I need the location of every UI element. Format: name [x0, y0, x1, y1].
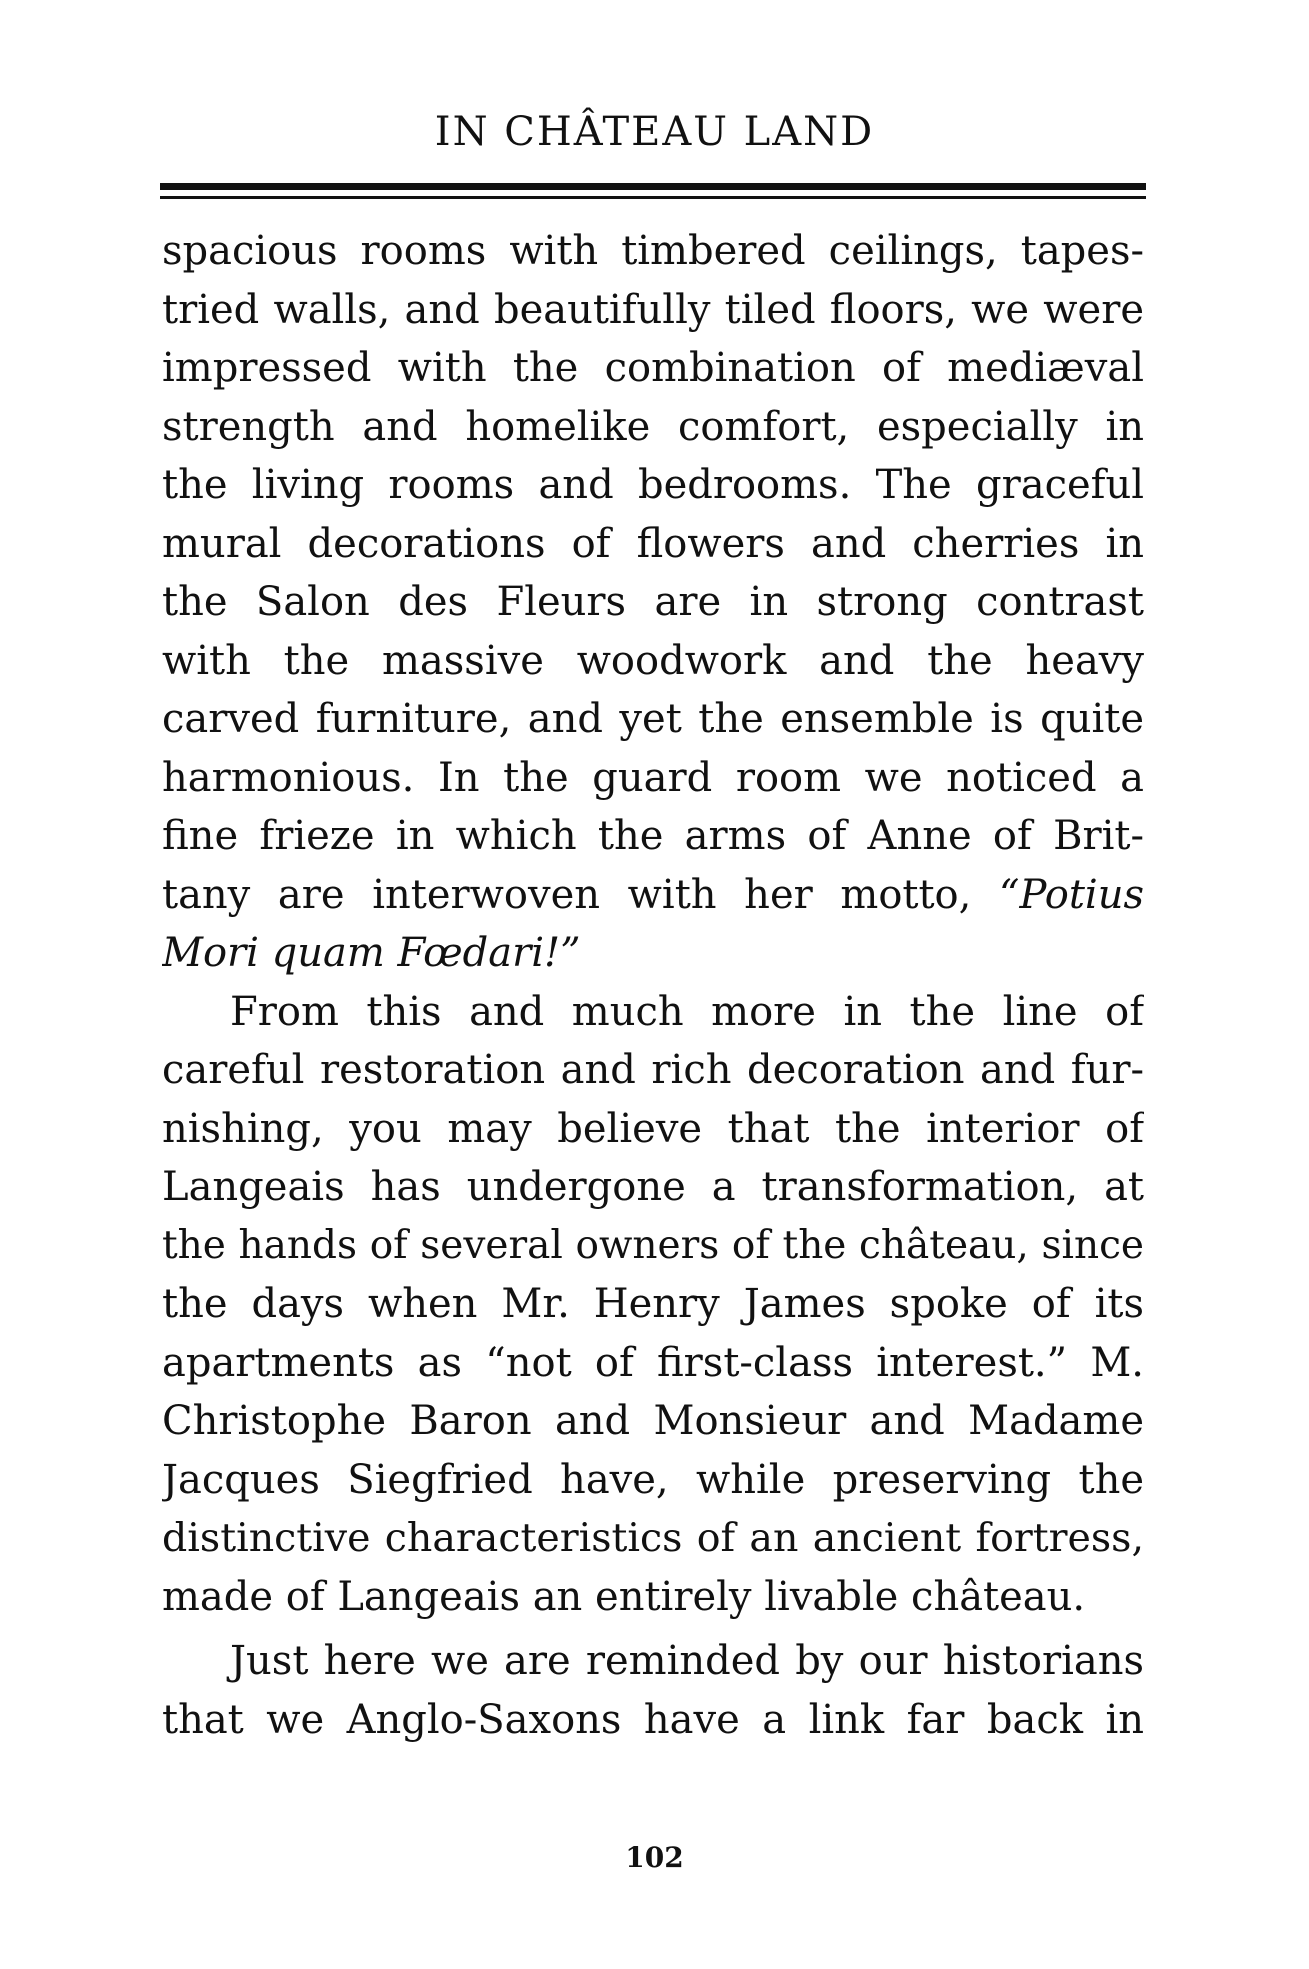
text-line: distinctive characteristics of an ancient fortress, — [162, 1515, 1144, 1561]
header-rule-thin — [160, 196, 1146, 199]
motto-lead-text: tany are interwoven with her motto, — [162, 871, 1000, 918]
text-line: careful restoration and rich decoration and fur- — [162, 1047, 1144, 1093]
text-line: nishing, you may believe that the interior of — [162, 1105, 1144, 1152]
body-text — [162, 222, 1144, 1749]
text-line: Jacques Siegfried have, while preserving the — [162, 1456, 1144, 1503]
text-line: fine frieze in which the arms of Anne of Brit- — [162, 813, 1144, 859]
text-line: the hands of several owners of the château, since — [162, 1222, 1144, 1268]
page-number: 102 — [625, 1841, 684, 1874]
text-line-motto — [162, 866, 1144, 925]
text-line: spacious rooms with timbered ceilings, tapes- — [162, 228, 1144, 274]
paragraph-end-line: made of Langeais an entirely livable château. — [162, 1573, 1086, 1620]
text-line-motto-end: Mori quam Fœdari!” — [162, 930, 581, 976]
text-line: strength and homelike comfort, especially in — [162, 403, 1144, 450]
text-line: tried walls, and beautifully tiled floors, we were — [162, 286, 1144, 333]
text-line: apartments as “not of first-class interest.” M. — [162, 1339, 1144, 1386]
text-line: that we Anglo-Saxons have a link far back in — [162, 1696, 1144, 1743]
text-line: impressed with the combination of mediæval — [162, 345, 1144, 391]
paragraph-start-line: From this and much more in the line of — [230, 988, 1144, 1035]
text-line: the living rooms and bedrooms. The graceful — [162, 462, 1144, 508]
text-line: Christophe Baron and Monsieur and Madame — [162, 1398, 1144, 1444]
running-title: IN CHÂTEAU LAND — [434, 109, 875, 155]
text-line: Langeais has undergone a transformation, at — [162, 1164, 1144, 1210]
text-line: the Salon des Fleurs are in strong contrast — [162, 579, 1144, 625]
text-line: harmonious. In the guard room we noticed a — [162, 754, 1144, 801]
paragraph-start-line: Just here we are reminded by our historians — [230, 1638, 1144, 1684]
text-line: mural decorations of flowers and cherries in — [162, 520, 1144, 567]
text-line: carved furniture, and yet the ensemble is quite — [162, 696, 1144, 742]
text-line: with the massive woodwork and the heavy — [162, 637, 1144, 684]
text-line: the days when Mr. Henry James spoke of its — [162, 1281, 1144, 1327]
header-rule-thick — [160, 183, 1146, 190]
motto-start: “Potius — [999, 871, 1144, 918]
